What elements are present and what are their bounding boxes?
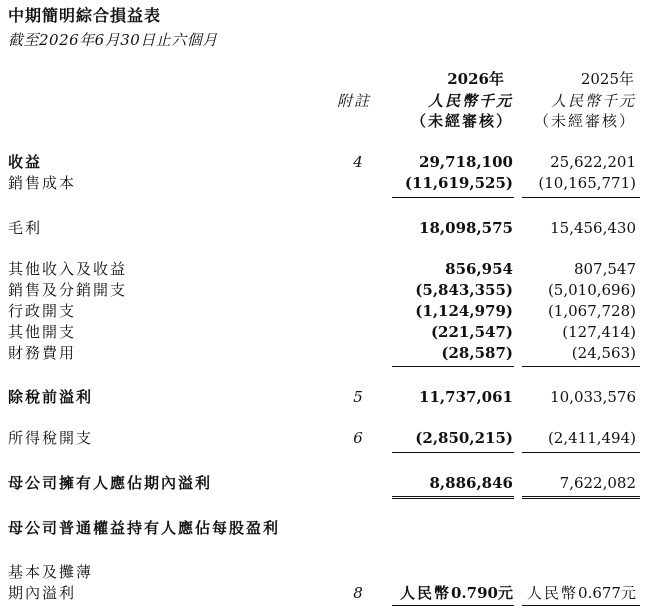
other-expenses-label: 其他開支	[8, 323, 77, 341]
gross-profit-current: 18,098,575	[419, 219, 513, 237]
cost-of-sales-prior: (10,165,771)	[538, 174, 636, 192]
prior-year-header: 2025年	[580, 70, 634, 88]
eps-prior-currency: 人民幣	[527, 584, 579, 602]
other-expenses-prior: (127,414)	[562, 323, 636, 341]
profit-attributable-prior: 7,622,082	[559, 474, 636, 492]
gross-profit-prior: 15,456,430	[550, 219, 636, 237]
subtotal-rule-current	[392, 452, 514, 453]
subtotal-rule-prior	[522, 366, 640, 367]
eps-heading: 母公司普通權益持有人應佔每股盈利	[8, 519, 281, 537]
eps-current	[400, 586, 513, 601]
revenue-current: 29,718,100	[419, 153, 513, 171]
other-income-label: 其他收入及收益	[8, 260, 128, 278]
statement-title: 中期簡明綜合損益表	[8, 6, 162, 25]
total-double-rule-prior	[522, 496, 640, 499]
gross-profit-label: 毛利	[8, 219, 43, 237]
revenue-note: 4	[353, 153, 363, 171]
note-column-header: 附註	[337, 92, 372, 110]
admin-expenses-prior: (1,067,728)	[547, 302, 636, 320]
current-year-header: 2026年	[447, 70, 504, 88]
revenue-label: 收益	[8, 153, 43, 171]
eps-prior	[527, 586, 636, 601]
other-income-prior: 807,547	[573, 260, 636, 278]
eps-note: 8	[353, 584, 363, 602]
finance-costs-label: 財務費用	[8, 344, 77, 362]
profit-before-tax-note: 5	[353, 388, 363, 406]
prior-audit-header: （未經審核）	[533, 112, 636, 130]
profit-before-tax-current: 11,737,061	[419, 388, 513, 406]
cost-of-sales-label: 銷售成本	[8, 174, 77, 192]
eps-rule-current	[392, 605, 514, 606]
profit-attributable-current: 8,886,846	[429, 474, 513, 492]
current-currency-header: 人民幣千元	[427, 92, 513, 110]
eps-current-currency: 人民幣	[399, 584, 451, 602]
eps-current-unit: 元	[497, 584, 513, 602]
subtotal-rule-prior	[522, 452, 640, 453]
profit-before-tax-prior: 10,033,576	[550, 388, 636, 406]
other-expenses-current: (221,547)	[430, 323, 513, 341]
finance-costs-current: (28,587)	[441, 344, 513, 362]
subtotal-rule-prior	[522, 197, 640, 198]
admin-expenses-label: 行政開支	[8, 302, 77, 320]
total-double-rule-current	[392, 496, 514, 499]
finance-costs-prior: (24,563)	[571, 344, 636, 362]
current-audit-header: （未經審核）	[410, 112, 513, 130]
selling-expenses-prior: (5,010,696)	[547, 281, 636, 299]
eps-label-line2: 期內溢利	[8, 584, 77, 602]
eps-current-value: 0.790	[451, 584, 498, 602]
eps-label-line1: 基本及攤薄	[8, 563, 94, 581]
prior-currency-header: 人民幣千元	[550, 92, 636, 110]
income-tax-note: 6	[353, 429, 363, 447]
subtotal-rule-current	[392, 366, 514, 367]
profit-attributable-label: 母公司擁有人應佔期內溢利	[8, 474, 213, 492]
selling-expenses-current: (5,843,355)	[415, 281, 513, 299]
subtotal-rule-current	[392, 197, 514, 198]
income-tax-prior: (2,411,494)	[547, 429, 636, 447]
admin-expenses-current: (1,124,979)	[415, 302, 513, 320]
profit-before-tax-label: 除稅前溢利	[8, 388, 94, 406]
other-income-current: 856,954	[445, 260, 513, 278]
income-tax-current: (2,850,215)	[415, 429, 513, 447]
revenue-prior: 25,622,201	[550, 153, 636, 171]
eps-prior-value: 0.677	[578, 584, 621, 602]
selling-expenses-label: 銷售及分銷開支	[8, 281, 128, 299]
eps-prior-unit: 元	[620, 584, 636, 602]
eps-rule-prior	[522, 605, 640, 606]
income-tax-label: 所得稅開支	[8, 429, 94, 447]
cost-of-sales-current: (11,619,525)	[404, 174, 513, 192]
statement-period: 截至2026年6月30日止六個月	[8, 31, 218, 49]
